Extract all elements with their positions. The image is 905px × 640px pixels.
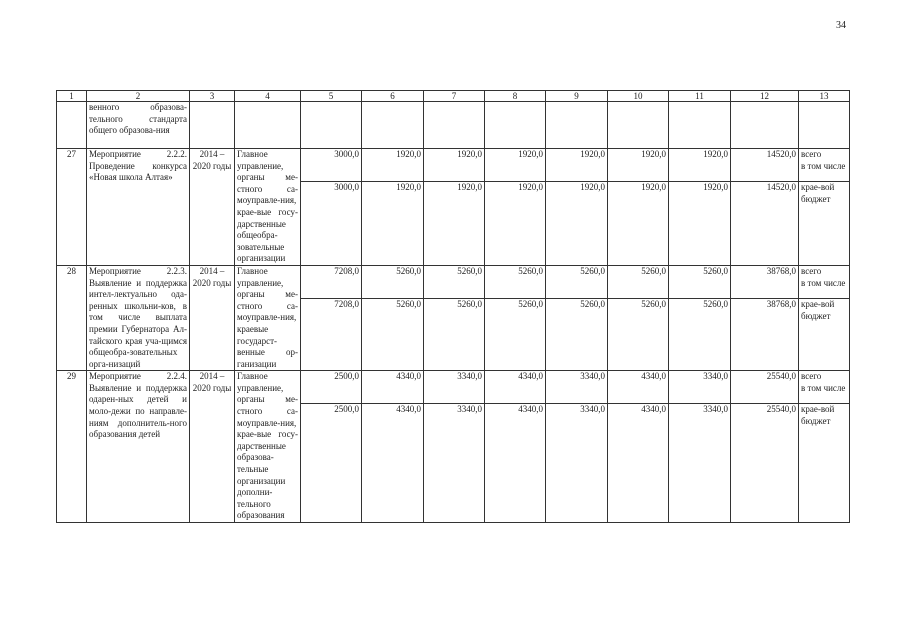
value-cell: 14520,0 <box>731 182 799 266</box>
total-label: всего <box>801 265 822 276</box>
empty-cell <box>362 102 424 149</box>
page-number: 34 <box>836 20 846 31</box>
value-cell: 38768,0 <box>731 265 799 298</box>
value-cell: 1920,0 <box>362 182 424 266</box>
empty-cell <box>190 102 235 149</box>
empty-cell <box>669 102 731 149</box>
value-cell: 7208,0 <box>301 298 362 370</box>
value-cell: 3340,0 <box>546 404 608 523</box>
including-label: в том числе <box>801 160 846 171</box>
column-header: 13 <box>799 91 850 102</box>
value-cell: 5260,0 <box>362 265 424 298</box>
column-header: 7 <box>424 91 485 102</box>
header-row <box>57 91 850 102</box>
source-label-cell: крае-вой бюджет <box>799 404 850 523</box>
source-label-cell <box>799 371 850 404</box>
executor-cell: Главное управление, органы ме-стного са-моуправле-ния, крае-вые госу-дарственные образова-тельные организации дополни-тельного образования <box>235 371 301 523</box>
empty-cell <box>485 102 546 149</box>
column-header: 8 <box>485 91 546 102</box>
table-row <box>57 265 850 298</box>
measure-name-cell: Мероприятие 2.2.2. Проведение конкурса «Новая школа Алтая» <box>87 149 190 266</box>
value-cell: 5260,0 <box>485 265 546 298</box>
value-cell: 3000,0 <box>301 182 362 266</box>
empty-cell <box>608 102 669 149</box>
executor-cell: Главное управление, органы ме-стного са-моуправле-ния, краевые государст-венные ор-ганизации <box>235 265 301 370</box>
value-cell: 38768,0 <box>731 298 799 370</box>
source-label-cell <box>799 265 850 298</box>
column-header: 12 <box>731 91 799 102</box>
value-cell: 5260,0 <box>608 298 669 370</box>
value-cell: 1920,0 <box>485 182 546 266</box>
value-cell: 4340,0 <box>608 371 669 404</box>
value-cell: 4340,0 <box>608 404 669 523</box>
value-cell: 5260,0 <box>362 298 424 370</box>
column-header: 1 <box>57 91 87 102</box>
source-label-cell: крае-вой бюджет <box>799 182 850 266</box>
value-cell: 3340,0 <box>669 371 731 404</box>
row-number-cell: 28 <box>57 265 87 370</box>
column-header: 5 <box>301 91 362 102</box>
funding-table <box>56 90 850 523</box>
empty-cell <box>301 102 362 149</box>
source-label-cell: крае-вой бюджет <box>799 298 850 370</box>
value-cell: 1920,0 <box>669 149 731 182</box>
value-cell: 5260,0 <box>669 298 731 370</box>
period-cell: 2014 – 2020 годы <box>190 149 235 266</box>
column-header: 3 <box>190 91 235 102</box>
value-cell: 1920,0 <box>608 149 669 182</box>
empty-cell <box>57 102 87 149</box>
value-cell: 3340,0 <box>546 371 608 404</box>
continuation-row <box>57 102 850 149</box>
value-cell: 25540,0 <box>731 404 799 523</box>
column-header: 10 <box>608 91 669 102</box>
value-cell: 2500,0 <box>301 404 362 523</box>
column-header: 9 <box>546 91 608 102</box>
column-header: 2 <box>87 91 190 102</box>
value-cell: 4340,0 <box>362 404 424 523</box>
total-label: всего <box>801 149 822 159</box>
value-cell: 5260,0 <box>669 265 731 298</box>
value-cell: 5260,0 <box>546 265 608 298</box>
value-cell: 1920,0 <box>546 149 608 182</box>
source-label-cell <box>799 149 850 182</box>
measure-name-cell: Мероприятие 2.2.4. Выявление и поддержка одарен-ных детей и моло-дежи по направле-ниям дополнитель-ного образования детей <box>87 371 190 523</box>
empty-cell <box>799 102 850 149</box>
value-cell: 5260,0 <box>546 298 608 370</box>
column-header: 11 <box>669 91 731 102</box>
row-number-cell: 27 <box>57 149 87 266</box>
value-cell: 2500,0 <box>301 371 362 404</box>
value-cell: 3000,0 <box>301 149 362 182</box>
empty-cell <box>424 102 485 149</box>
including-label: в том числе <box>801 382 846 393</box>
value-cell: 1920,0 <box>669 182 731 266</box>
value-cell: 3340,0 <box>669 404 731 523</box>
value-cell: 5260,0 <box>424 265 485 298</box>
including-label: в том числе <box>801 277 846 288</box>
value-cell: 5260,0 <box>485 298 546 370</box>
value-cell: 7208,0 <box>301 265 362 298</box>
value-cell: 5260,0 <box>424 298 485 370</box>
measure-name-cell: Мероприятие 2.2.3. Выявление и поддержка интел-лектуально ода-ренных школьни-ков, в том числе выплата премии Губернатора Ал-тайского края уча-щимся общеобра-зовательных орга-низаций <box>87 265 190 370</box>
measure-name-cell: венного образова-тельного стандарта общего образова-ния <box>87 102 190 149</box>
value-cell: 4340,0 <box>485 371 546 404</box>
value-cell: 1920,0 <box>546 182 608 266</box>
value-cell: 1920,0 <box>424 149 485 182</box>
value-cell: 1920,0 <box>424 182 485 266</box>
row-number-cell: 29 <box>57 371 87 523</box>
value-cell: 1920,0 <box>362 149 424 182</box>
column-header: 6 <box>362 91 424 102</box>
executor-cell: Главное управление, органы ме-стного са-моуправле-ния, крае-вые госу-дарственные общеобра-зовательные организации <box>235 149 301 266</box>
period-cell: 2014 – 2020 годы <box>190 371 235 523</box>
table-row <box>57 371 850 404</box>
period-cell: 2014 – 2020 годы <box>190 265 235 370</box>
value-cell: 14520,0 <box>731 149 799 182</box>
value-cell: 3340,0 <box>424 371 485 404</box>
total-label: всего <box>801 371 822 382</box>
value-cell: 4340,0 <box>362 371 424 404</box>
table-row <box>57 149 850 182</box>
column-header: 4 <box>235 91 301 102</box>
value-cell: 3340,0 <box>424 404 485 523</box>
empty-cell <box>731 102 799 149</box>
value-cell: 25540,0 <box>731 371 799 404</box>
value-cell: 1920,0 <box>485 149 546 182</box>
empty-cell <box>546 102 608 149</box>
value-cell: 5260,0 <box>608 265 669 298</box>
value-cell: 1920,0 <box>608 182 669 266</box>
value-cell: 4340,0 <box>485 404 546 523</box>
empty-cell <box>235 102 301 149</box>
